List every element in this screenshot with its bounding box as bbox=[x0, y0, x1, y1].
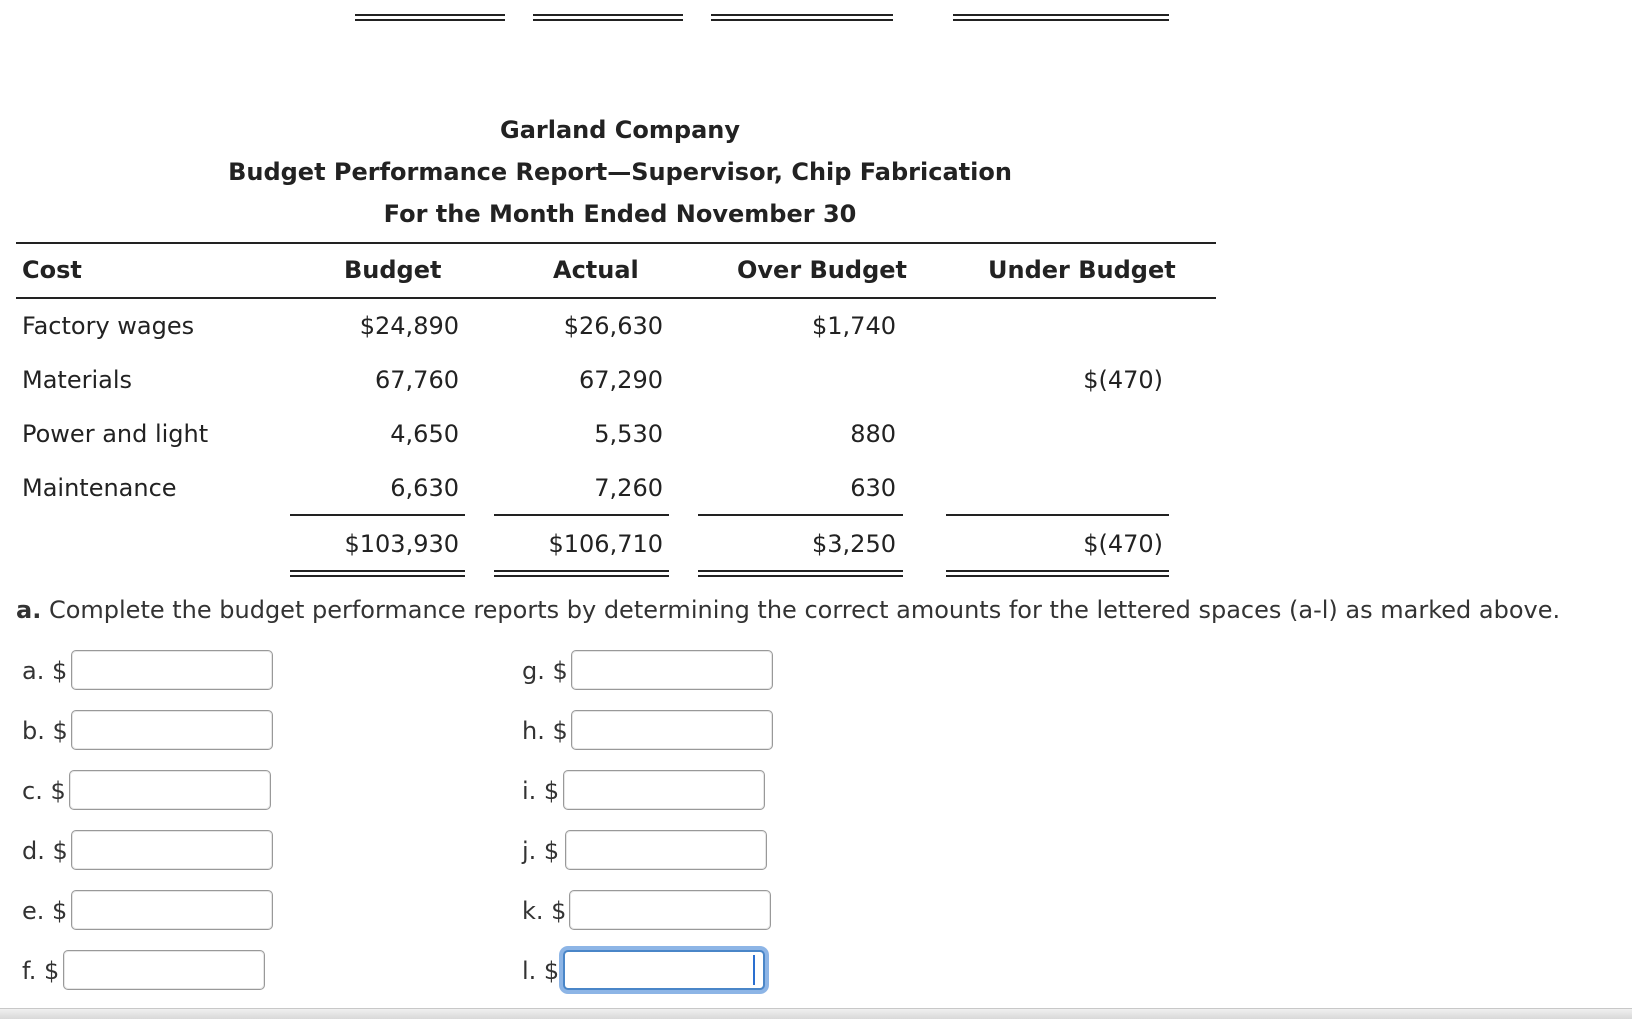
header-top-rule bbox=[16, 242, 1216, 244]
row-cost-label: Factory wages bbox=[22, 312, 195, 340]
answer-label-g: g. $ bbox=[522, 657, 568, 685]
row-under-value: $(470) bbox=[1083, 366, 1163, 394]
row-budget-value: 4,650 bbox=[390, 420, 459, 448]
row-actual-value: $26,630 bbox=[563, 312, 663, 340]
row-cost-label: Power and light bbox=[22, 420, 209, 448]
row-budget-value: 6,630 bbox=[390, 474, 459, 502]
total-rule-budget bbox=[290, 570, 465, 577]
row-cost-label: Materials bbox=[22, 366, 133, 394]
answer-input-a[interactable] bbox=[71, 650, 273, 690]
answer-label-c: c. $ bbox=[22, 777, 66, 805]
answer-label-i: i. $ bbox=[522, 777, 560, 805]
answer-label-j: j. $ bbox=[522, 837, 560, 865]
answer-label-e: e. $ bbox=[22, 897, 68, 925]
report-title: Budget Performance Report—Supervisor, Chip Fabrication bbox=[228, 158, 1012, 186]
answer-input-c[interactable] bbox=[69, 770, 271, 810]
header-over-budget: Over Budget bbox=[737, 256, 908, 284]
sum-rule-actual bbox=[494, 514, 669, 516]
answer-label-d: d. $ bbox=[22, 837, 68, 865]
answer-input-d[interactable] bbox=[71, 830, 273, 870]
prev-report-total-rule-budget bbox=[355, 14, 505, 21]
header-bottom-rule bbox=[16, 297, 1216, 299]
header-cost: Cost bbox=[22, 256, 82, 284]
total-rule-under bbox=[946, 570, 1169, 577]
header-actual: Actual bbox=[553, 256, 639, 284]
row-actual-value: 67,290 bbox=[579, 366, 663, 394]
total-under: $(470) bbox=[1083, 530, 1163, 558]
header-under-budget: Under Budget bbox=[988, 256, 1176, 284]
row-over-value: 630 bbox=[850, 474, 896, 502]
prev-report-total-rule-actual bbox=[533, 14, 683, 21]
answer-input-i[interactable] bbox=[563, 770, 765, 810]
window-bottom-edge bbox=[0, 1008, 1632, 1019]
total-rule-over bbox=[698, 570, 903, 577]
answer-input-k[interactable] bbox=[569, 890, 771, 930]
answer-label-f: f. $ bbox=[22, 957, 60, 985]
prev-report-total-rule-under bbox=[953, 14, 1169, 21]
answer-label-h: h. $ bbox=[522, 717, 568, 745]
answer-input-e[interactable] bbox=[71, 890, 273, 930]
row-actual-value: 5,530 bbox=[594, 420, 663, 448]
question-body: Complete the budget performance reports by determining the correct amounts for the lettered spaces (a-l) as marked above. bbox=[48, 596, 1561, 624]
total-rule-actual bbox=[494, 570, 669, 577]
text-caret bbox=[753, 955, 755, 985]
answer-label-k: k. $ bbox=[522, 897, 567, 925]
row-budget-value: 67,760 bbox=[375, 366, 459, 394]
company-name: Garland Company bbox=[500, 116, 740, 144]
sum-rule-under bbox=[946, 514, 1169, 516]
prev-report-total-rule-over bbox=[711, 14, 893, 21]
report-period: For the Month Ended November 30 bbox=[383, 200, 857, 228]
answer-input-l[interactable] bbox=[563, 950, 765, 990]
header-budget: Budget bbox=[344, 256, 442, 284]
row-actual-value: 7,260 bbox=[594, 474, 663, 502]
answer-input-b[interactable] bbox=[71, 710, 273, 750]
sum-rule-over bbox=[698, 514, 903, 516]
total-actual: $106,710 bbox=[548, 530, 663, 558]
row-budget-value: $24,890 bbox=[359, 312, 459, 340]
sum-rule-budget bbox=[290, 514, 465, 516]
total-budget: $103,930 bbox=[344, 530, 459, 558]
answer-label-l: l. $ bbox=[522, 957, 560, 985]
answer-input-j[interactable] bbox=[565, 830, 767, 870]
answer-label-b: b. $ bbox=[22, 717, 68, 745]
total-over: $3,250 bbox=[812, 530, 896, 558]
row-over-value: 880 bbox=[850, 420, 896, 448]
answer-input-h[interactable] bbox=[571, 710, 773, 750]
answer-input-f[interactable] bbox=[63, 950, 265, 990]
answer-label-a: a. $ bbox=[22, 657, 68, 685]
question-part-label: a. bbox=[16, 596, 42, 624]
row-over-value: $1,740 bbox=[812, 312, 896, 340]
question-text bbox=[16, 596, 1560, 624]
answer-input-g[interactable] bbox=[571, 650, 773, 690]
row-cost-label: Maintenance bbox=[22, 474, 177, 502]
